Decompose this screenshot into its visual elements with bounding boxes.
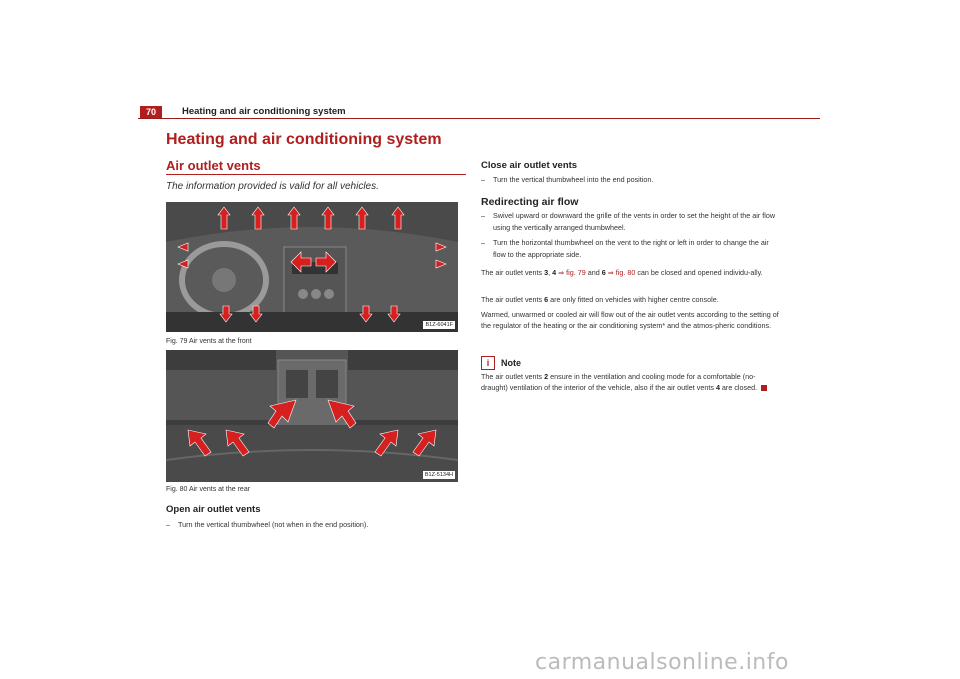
- figure-caption: Fig. 80 Air vents at the rear: [166, 486, 251, 493]
- open-vents-step: – Turn the vertical thumbwheel (not when in the end position).: [166, 520, 369, 529]
- paragraph-individual-vents: The air outlet vents 3, 4 ⇒ fig. 79 and 6 ⇒ fig. 80 can be closed and opened individu-ally.: [481, 268, 763, 277]
- redirect-step: – Swivel upward or downward the grille of the vents in order to set the height of the air flow using the vertically arranged thumbwheel.: [481, 211, 776, 232]
- intro-text: The information provided is valid for all vehicles.: [166, 181, 379, 192]
- note-text: The air outlet vents 2 ensure in the ventilation and cooling mode for a comfortable (no-draught) ventilation of the interior of the vehicle, also if the air outlet vents 4 are closed.: [481, 371, 781, 393]
- figure-front-vents: [166, 202, 458, 332]
- watermark: carmanualsonline.info: [535, 650, 789, 675]
- close-vents-step: – Turn the vertical thumbwheel into the end position.: [481, 175, 654, 184]
- redirect-step: – Turn the horizontal thumbwheel on the vent to the right or left in order to change the air flow to the appropriate side.: [481, 238, 769, 259]
- paragraph-air-temperature: Warmed, unwarmed or cooled air will flow out of the air outlet vents according to the setting of the regulator of the heating or the air conditioning system* and the atmos-pheric conditions.: [481, 310, 779, 330]
- running-title: Heating and air conditioning system: [182, 106, 346, 117]
- page-title: Heating and air conditioning system: [166, 131, 442, 148]
- redirect-heading: Redirecting air flow: [481, 196, 579, 208]
- rear-vent-arrows-overlay: [166, 350, 458, 482]
- close-vents-heading: Close air outlet vents: [481, 160, 578, 171]
- page-number: 70: [140, 106, 162, 118]
- open-vents-heading: Open air outlet vents: [166, 504, 261, 515]
- section-title: Air outlet vents: [166, 158, 261, 173]
- fig-79-link[interactable]: ⇒ fig. 79: [556, 268, 586, 277]
- info-icon: i: [481, 356, 495, 370]
- figure-rear-vents: [166, 350, 458, 482]
- figure-caption: Fig. 79 Air vents at the front: [166, 338, 252, 345]
- end-of-section-mark: [761, 385, 767, 391]
- fig-80-link[interactable]: ⇒ fig. 80: [605, 268, 636, 277]
- note-heading: i Note: [481, 356, 521, 370]
- figure-code: B1Z-6041F: [425, 322, 453, 328]
- vent-arrows-overlay: [166, 202, 458, 332]
- paragraph-higher-console: The air outlet vents 6 are only fitted on vehicles with higher centre console.: [481, 295, 719, 304]
- figure-code: B1Z-5134H: [424, 472, 453, 478]
- section-divider: [166, 174, 466, 175]
